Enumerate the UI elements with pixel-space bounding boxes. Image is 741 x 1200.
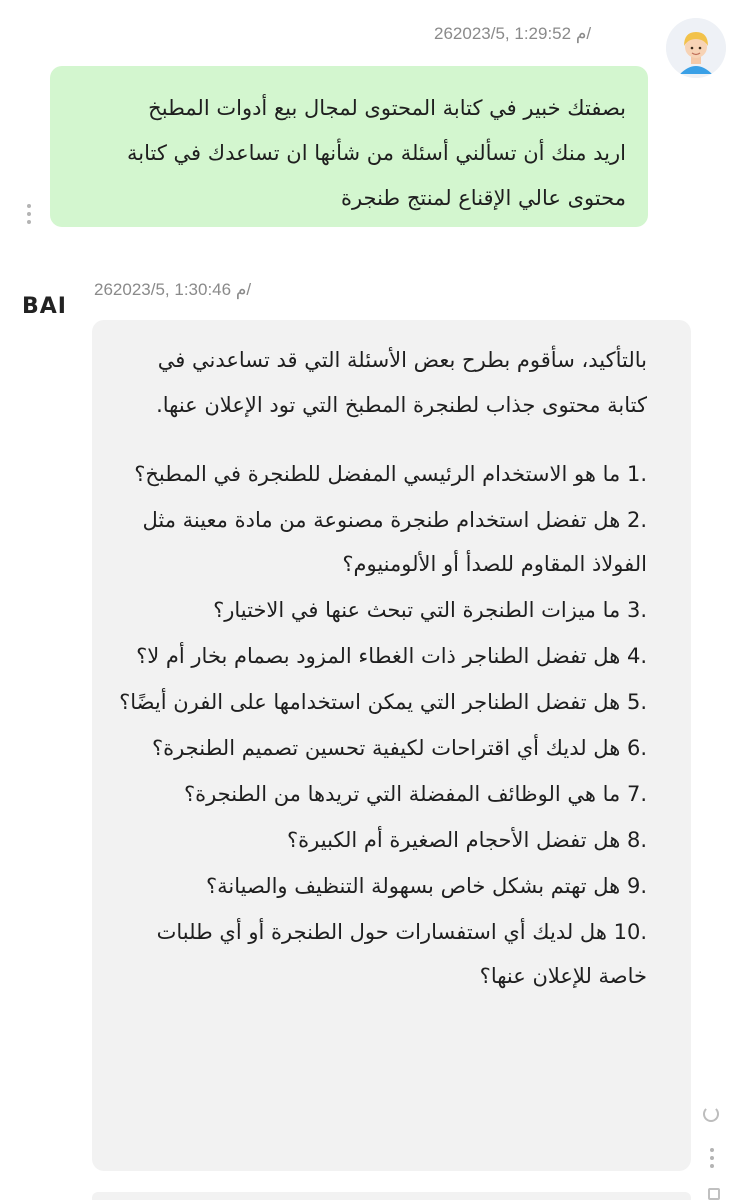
ai-intro-line: كتابة محتوى جذاب لطنجرة المطبخ التي تود الإعلان عنها. [156,393,647,417]
question-item: 8. هل تفضل الأحجام الصغيرة أم الكبيرة؟ [287,828,647,852]
user-message-more-icon[interactable] [26,204,32,228]
question-item: 10. هل لديك أي استفسارات حول الطنجرة أو أي طلبات خاصة للإعلان عنها؟ [156,920,647,988]
next-message-bubble [92,1192,691,1200]
user-message-line: بصفتك خبير في كتابة المحتوى لمجال بيع أدوات المطبخ [148,96,626,120]
user-message-timestamp: 26م 1:29:52 ,2023/5/ [434,24,592,43]
user-message-bubble [50,66,648,227]
refresh-icon[interactable] [703,1106,719,1122]
bai-logo: BAI [22,294,67,319]
user-message-line: محتوى عالي الإقناع لمنتج طنجرة [340,186,626,210]
question-item: 4. هل تفضل الطناجر ذات الغطاء المزود بصمام بخار أم لا؟ [136,644,647,668]
question-item: 5. هل تفضل الطناجر التي يمكن استخدامها على الفرن أيضًا؟ [119,690,647,714]
question-item: 9. هل تهتم بشكل خاص بسهولة التنظيف والصيانة؟ [206,874,647,898]
copy-icon[interactable] [708,1188,720,1200]
user-avatar-icon[interactable] [666,18,726,78]
question-item: 3. ما ميزات الطنجرة التي تبحث عنها في الاختيار؟ [213,598,647,622]
user-message-line: اريد منك أن تسألني أسئلة من شأنها ان تساعدك في كتابة [127,141,626,165]
question-item: 7. ما هي الوظائف المفضلة التي تريدها من الطنجرة؟ [183,782,647,806]
ai-intro [114,338,647,428]
ai-message-timestamp: 26م 1:30:46 ,2023/5/ [94,280,252,299]
question-item: 2. هل تفضل استخدام طنجرة مصنوعة من مادة معينة مثل الفولاذ المقاوم للصدأ أو الألومنيوم؟ [142,508,647,576]
question-item: 1. ما هو الاستخدام الرئيسي المفضل للطنجرة في المطبخ؟ [134,462,647,486]
ai-intro-line: بالتأكيد، سأقوم بطرح بعض الأسئلة التي قد تساعدني في [157,348,647,372]
question-item: 6. هل لديك أي اقتراحات لكيفية تحسين تصميم الطنجرة؟ [151,736,647,760]
ai-message-more-icon[interactable] [709,1148,715,1172]
question-list [114,452,647,998]
ai-message-bubble [92,320,691,1171]
